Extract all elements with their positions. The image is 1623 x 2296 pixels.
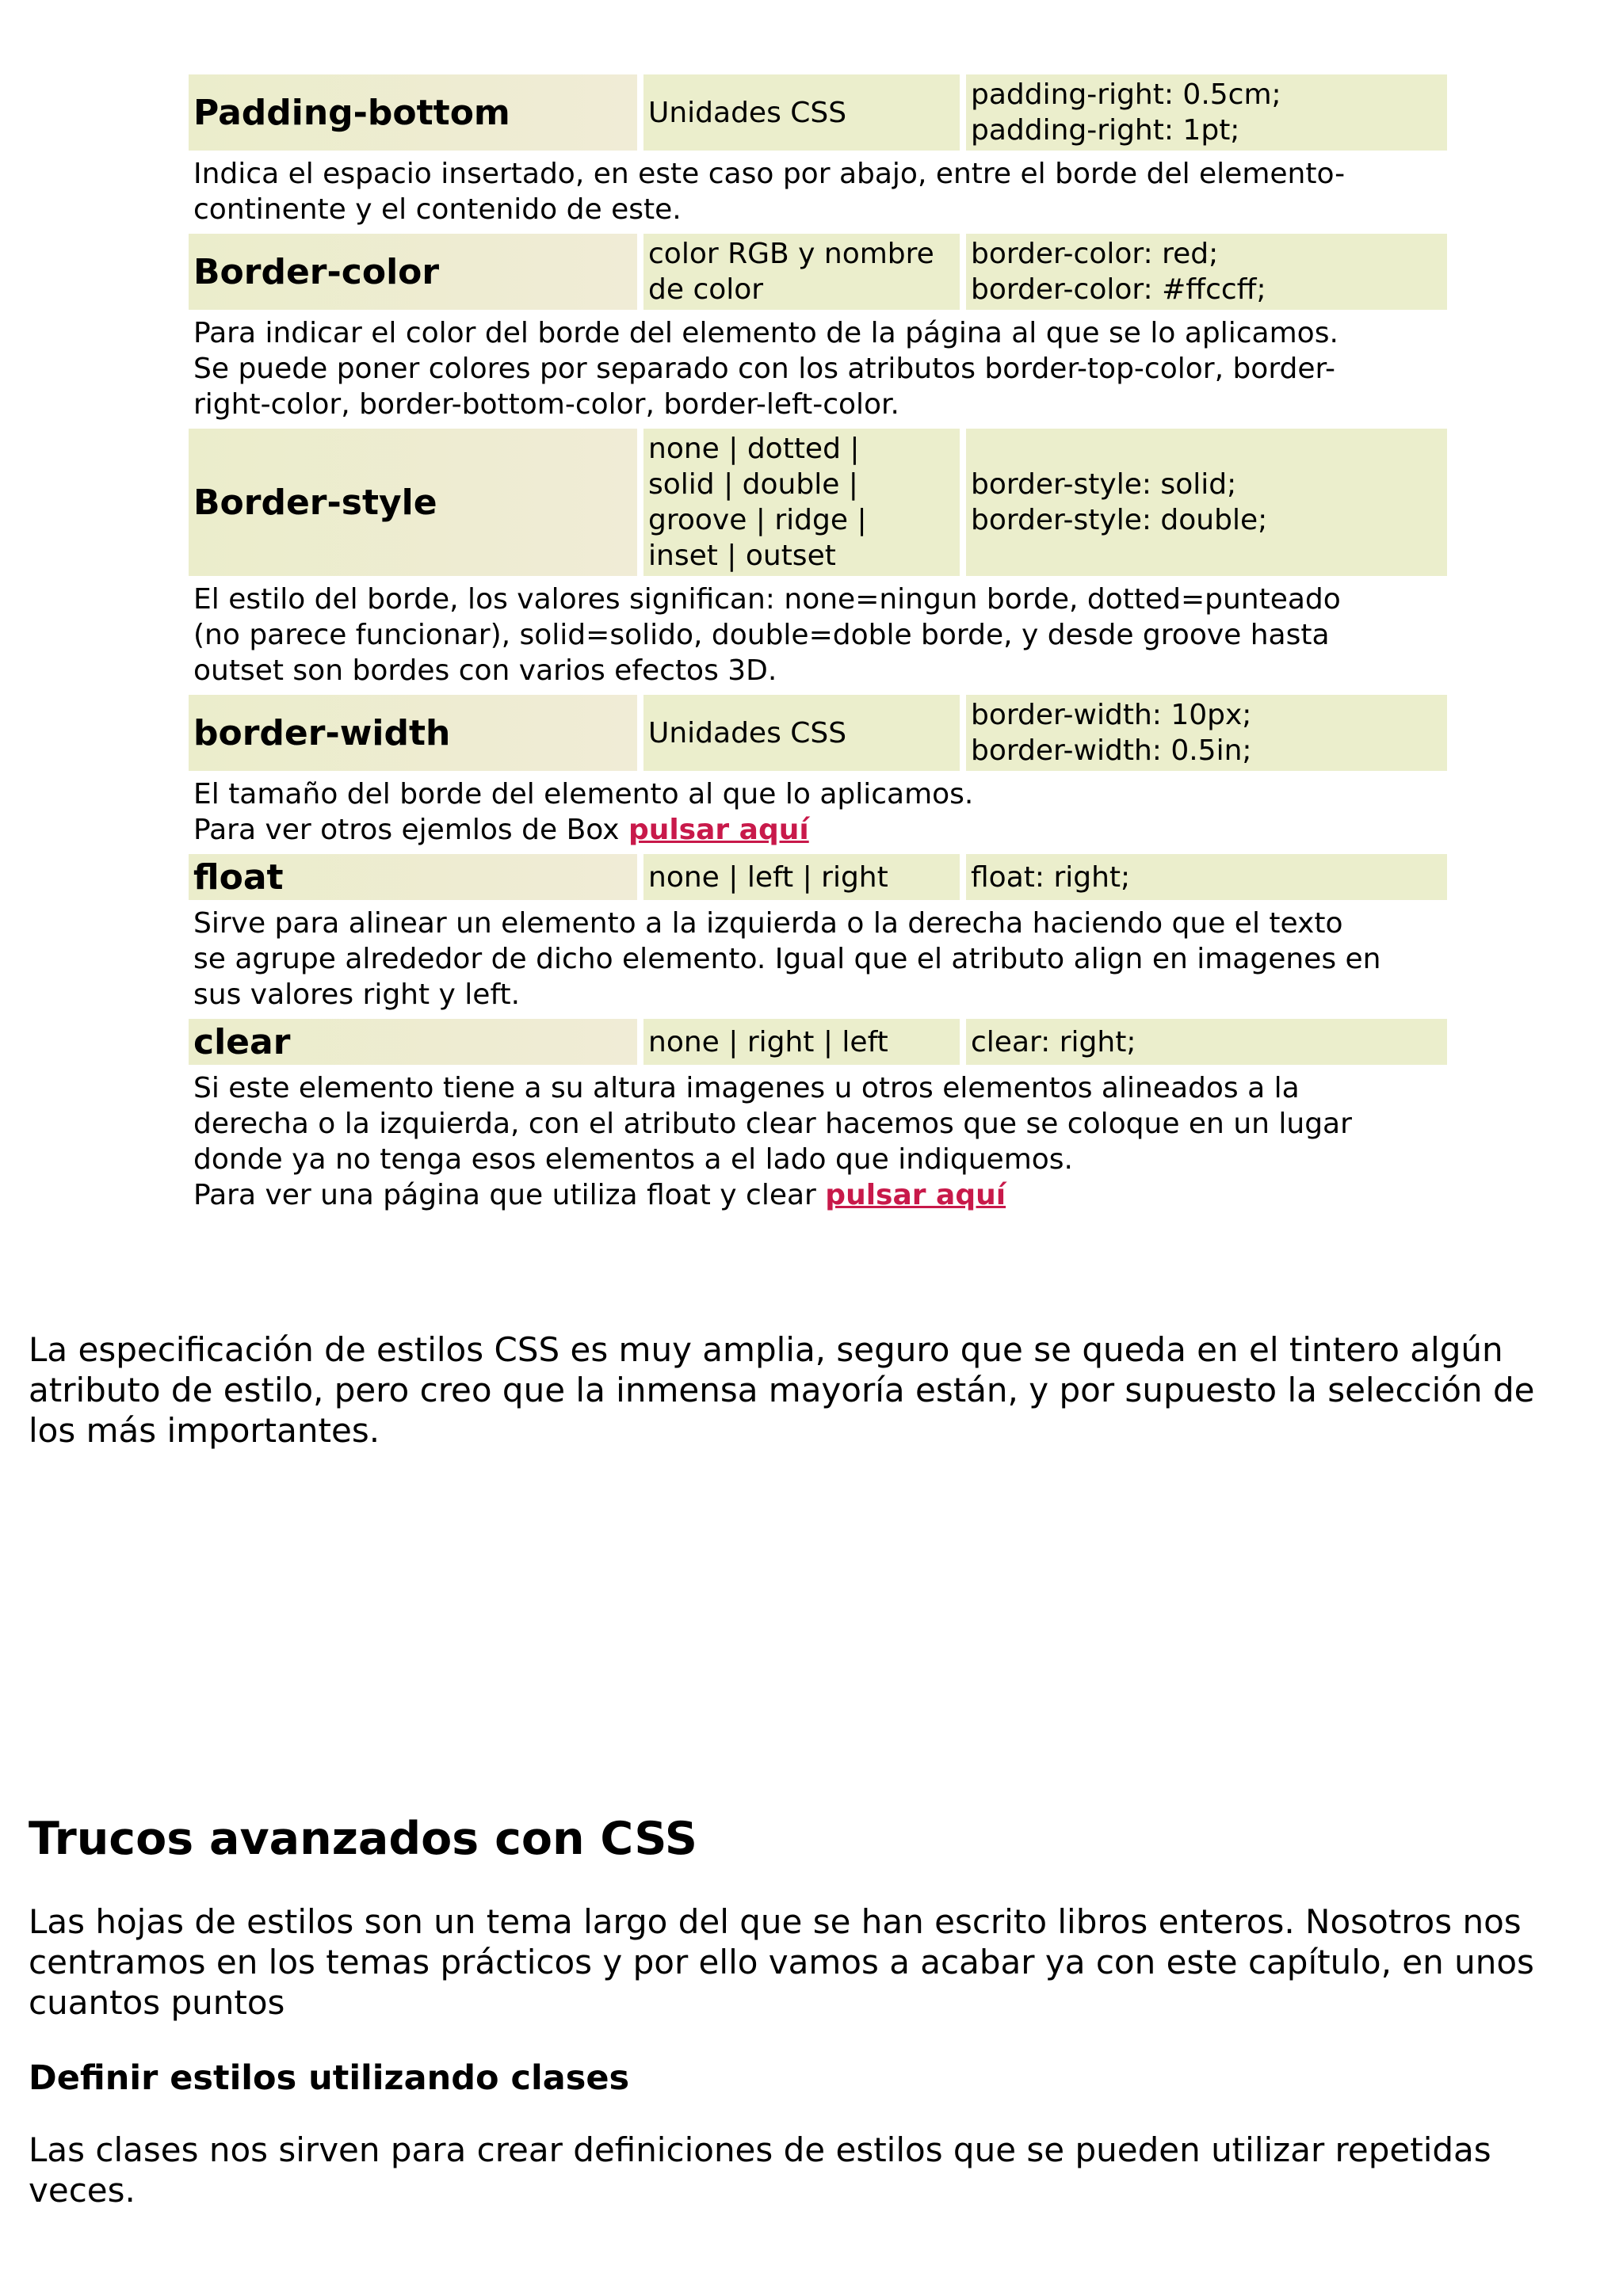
description-line: Indica el espacio insertado, en este caso por abajo, entre el borde del elemento- [193,158,1346,190]
property-name: clear [189,1019,637,1065]
css-properties-table [189,74,1447,1219]
link-prefix: Para ver otros ejemlos de Box [193,814,628,846]
description-line: continente y el contenido de este. [193,193,682,226]
property-name: border-width [189,695,637,771]
property-row [189,74,1447,151]
property-row [189,234,1447,310]
property-examples [966,1019,1447,1065]
link-prefix: Para ver una página que utiliza float y clear [193,1179,826,1211]
property-values [643,74,960,151]
value-line: none | dotted | [648,433,860,465]
property-row [189,429,1447,576]
property-description [189,311,1447,429]
example-line: border-width: 0.5in; [971,734,1252,767]
property-description [189,772,1447,854]
description-line: Para indicar el color del borde del elemento de la página al que se lo aplicamos. [193,317,1338,349]
property-description [189,902,1447,1019]
value-line: de color [648,273,764,306]
description-line: Si este elemento tiene a su altura imagenes u otros elementos alineados a la [193,1072,1300,1104]
text-line: veces. [29,2171,136,2210]
value-line: Unidades CSS [648,716,847,749]
value-line: groove | ridge | [648,504,867,536]
property-description [189,152,1447,234]
description-line: sus valores right y left. [193,978,521,1011]
example-line: padding-right: 0.5cm; [971,78,1281,111]
property-values [643,234,960,310]
value-line: none | left | right [648,860,888,894]
property-examples [966,234,1447,310]
property-name: Border-style [189,429,637,576]
property-name: float [189,854,637,900]
value-line: inset | outset [648,540,836,572]
property-examples [966,695,1447,771]
section-title: Trucos avanzados con CSS [29,1813,697,1865]
description-line: donde ya no tenga esos elementos a el lado que indiquemos. [193,1143,1073,1176]
property-name: Border-color [189,234,637,310]
description-line: se agrupe alrededor de dicho elemento. Igual que el atributo align en imagenes en [193,943,1381,975]
property-examples [966,74,1447,151]
text-line: cuantos puntos [29,1983,285,2022]
description-line: Se puede poner colores por separado con los atributos border-top-color, border- [193,353,1335,385]
text-line: los más importantes. [29,1411,380,1450]
value-line: solid | double | [648,468,858,501]
property-examples [966,854,1447,900]
property-values [643,429,960,576]
classes-paragraph [29,2130,1598,2210]
description-line: Sirve para alinear un elemento a la izquierda o la derecha haciendo que el texto [193,907,1343,940]
pulsar-aqui-link[interactable]: pulsar aquí [825,1179,1006,1211]
text-line: La especificación de estilos CSS es muy amplia, seguro que se queda en el tintero algún [29,1330,1503,1369]
link-line [193,812,1442,848]
value-line: color RGB y nombre [648,238,934,270]
link-line [193,1177,1442,1213]
subsection-title: Definir estilos utilizando clases [29,2058,630,2098]
text-line: Las hojas de estilos son un tema largo del que se han escrito libros enteros. Nosotros nos [29,1902,1522,1941]
property-row [189,854,1447,900]
property-description [189,1066,1447,1219]
example-line: border-style: double; [971,504,1268,536]
example-line: padding-right: 1pt; [971,114,1240,147]
description-line: El tamaño del borde del elemento al que lo aplicamos. [193,778,974,810]
property-values [643,854,960,900]
description-line: (no parece funcionar), solid=solido, double=doble borde, y desde groove hasta [193,619,1330,651]
example-line: border-width: 10px; [971,699,1252,731]
example-line: clear: right; [971,1025,1136,1058]
property-row [189,1019,1447,1065]
description-line: outset son bordes con varios efectos 3D. [193,654,777,687]
pulsar-aqui-link[interactable]: pulsar aquí [628,814,809,846]
description-line: derecha o la izquierda, con el atributo clear hacemos que se coloque en un lugar [193,1108,1352,1140]
property-description [189,578,1447,695]
description-line: right-color, border-bottom-color, border-left-color. [193,388,899,421]
text-line: Las clases nos sirven para crear definiciones de estilos que se pueden utilizar repetidas [29,2130,1491,2169]
value-line: none | right | left [648,1025,888,1058]
value-line: Unidades CSS [648,96,847,129]
example-line: border-color: #ffccff; [971,273,1266,306]
text-line: atributo de estilo, pero creo que la inmensa mayoría están, y por supuesto la selección de [29,1371,1535,1409]
property-name: Padding-bottom [189,74,637,151]
example-line: float: right; [971,860,1131,894]
description-line: El estilo del borde, los valores significan: none=ningun borde, dotted=punteado [193,583,1341,616]
text-line: centramos en los temas prácticos y por ello vamos a acabar ya con este capítulo, en unos [29,1943,1534,1981]
property-values [643,695,960,771]
property-row [189,695,1447,771]
closing-paragraph [29,1329,1598,1451]
intro-paragraph [29,1901,1598,2023]
property-values [643,1019,960,1065]
example-line: border-color: red; [971,238,1219,270]
example-line: border-style: solid; [971,468,1237,501]
property-examples [966,429,1447,576]
